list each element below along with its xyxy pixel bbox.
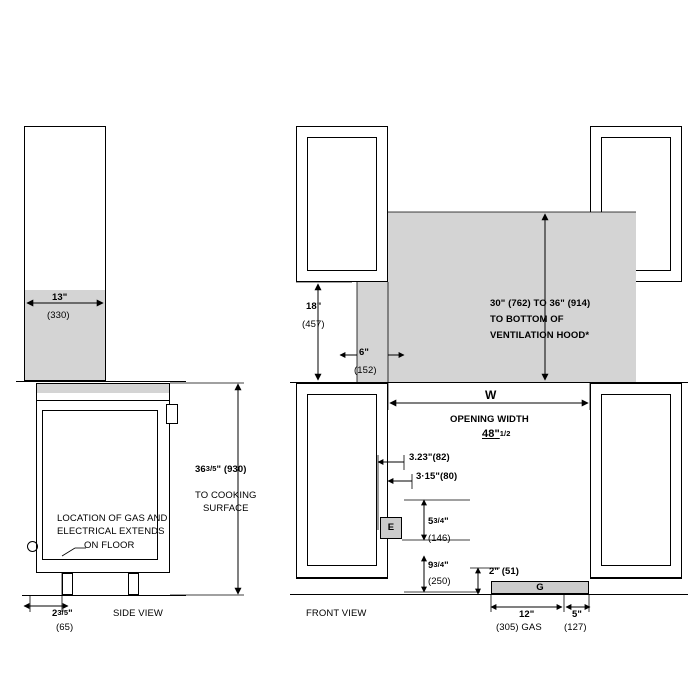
front-cabinet-height-mm: (457): [302, 319, 325, 330]
side-toe-dim: 23/5": [52, 607, 73, 619]
dim-f-mm: (250): [428, 576, 451, 587]
gas-note-line3: ON FLOOR: [84, 540, 135, 551]
side-view-title: SIDE VIEW: [113, 608, 163, 619]
dim-f-frac-num: 3: [433, 559, 438, 569]
side-depth-inches: 13": [52, 292, 68, 303]
dim-gas-in: 12": [519, 609, 535, 620]
opening-width-unit: ": [494, 428, 500, 440]
side-toe-frac-den: 5: [63, 607, 69, 617]
marker-e-label: E: [387, 522, 395, 533]
side-height-main: 36: [195, 464, 206, 475]
front-filler-in: 6": [359, 347, 369, 358]
opening-width-caption: OPENING WIDTH: [450, 414, 529, 425]
dim-e-value: 53/4": [428, 515, 449, 527]
hood-clearance-line3: VENTILATION HOOD*: [490, 330, 590, 341]
side-height-line2: TO COOKING: [195, 490, 257, 501]
opening-width-frac-den: 2: [506, 428, 511, 438]
opening-width-frac-num: 1: [499, 428, 505, 438]
dim-f-unit: ": [444, 560, 449, 571]
dim-e-mm: (146): [428, 533, 451, 544]
front-view-title: FRONT VIEW: [306, 608, 367, 619]
dim-3-15: 3·15"(80): [416, 471, 458, 482]
dim-3-23: 3.23"(82): [409, 452, 450, 463]
dim-g-top: 2" (51): [489, 566, 520, 577]
hood-clearance-line2: TO BOTTOM OF: [490, 314, 564, 325]
side-toe-frac-num: 3: [57, 607, 62, 617]
opening-width-symbol: W: [485, 388, 497, 402]
dim-elec-mm: (127): [564, 622, 587, 633]
dim-f-frac-den: 4: [439, 559, 445, 569]
side-toe-main: 2: [52, 608, 58, 619]
dim-e-main: 5: [428, 516, 434, 527]
gas-note-line2: ELECTRICAL EXTENDS: [57, 526, 165, 537]
dim-elec-in: 5": [572, 609, 582, 620]
side-height-label: 363/5" (930): [195, 463, 247, 475]
dim-e-frac-den: 4: [439, 515, 445, 525]
dim-e-unit: ": [444, 516, 449, 527]
front-filler-mm: (152): [354, 365, 377, 376]
front-cabinet-height-in: 18": [306, 301, 322, 312]
marker-g-label: G: [536, 582, 544, 593]
side-toe-unit: ": [68, 608, 73, 619]
dim-f-main: 9: [428, 560, 434, 571]
dim-gas-mm: (305) GAS: [496, 622, 542, 633]
opening-width-value: 48"1/2: [482, 428, 511, 440]
side-depth-mm: (330): [47, 310, 70, 321]
side-height-line3: SURFACE: [203, 503, 249, 514]
hood-clearance-line1: 30" (762) TO 36" (914): [490, 298, 591, 309]
side-height-unit: " (930): [216, 464, 247, 475]
dim-f-value: 93/4": [428, 559, 449, 571]
side-height-frac-den: 5: [212, 463, 217, 473]
side-height-frac-num: 3: [205, 463, 211, 473]
gas-note-line1: LOCATION OF GAS AND: [57, 513, 168, 524]
opening-width-main: 48: [482, 428, 495, 440]
dim-e-frac-num: 3: [433, 515, 438, 525]
side-toe-mm: (65): [56, 622, 74, 633]
